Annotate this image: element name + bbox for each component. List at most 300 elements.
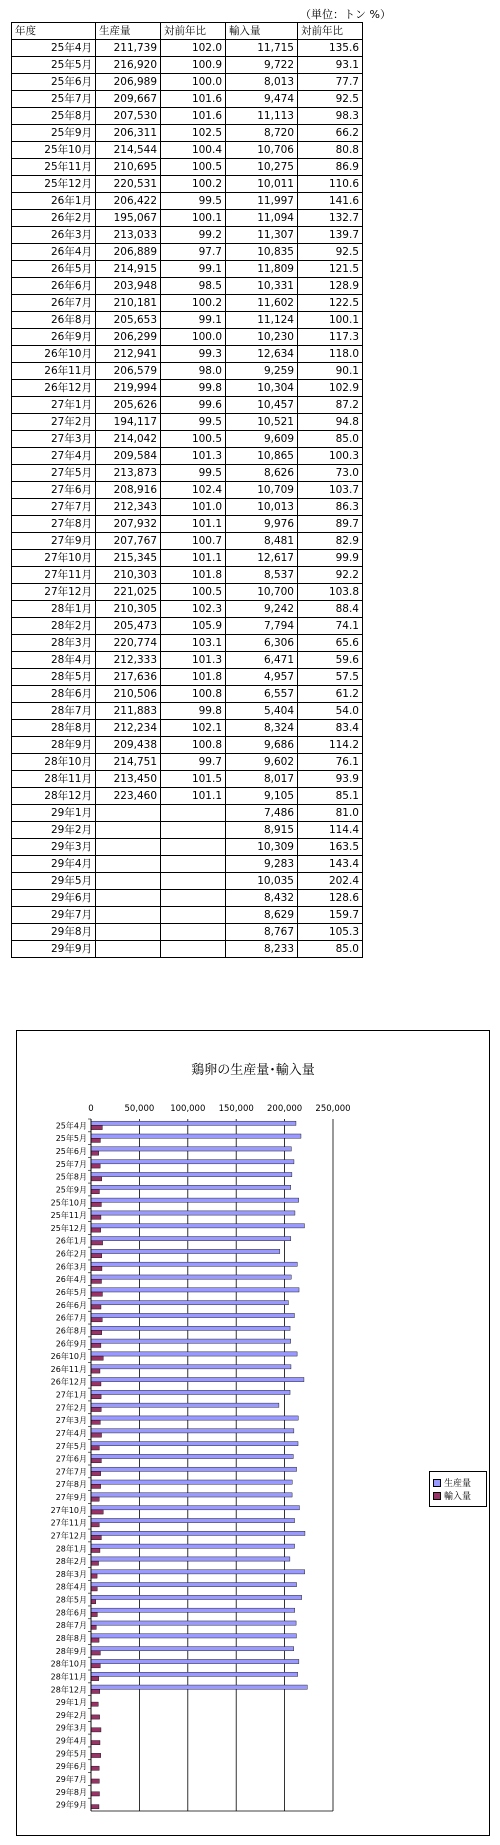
cell-production: 195,067 <box>96 210 161 227</box>
cell-production: 214,751 <box>96 754 161 771</box>
bar-production <box>91 1211 295 1215</box>
bar-imports <box>91 1305 101 1309</box>
bar-production <box>91 1608 295 1612</box>
cell-imports: 11,113 <box>226 108 298 125</box>
bar-imports <box>91 1753 101 1757</box>
table-row <box>12 448 363 465</box>
cell-imports-yoy: 105.3 <box>298 924 363 941</box>
cell-imports: 11,602 <box>226 295 298 312</box>
bar-production <box>91 1583 297 1587</box>
bar-production <box>91 1454 293 1458</box>
cell-production: 221,025 <box>96 584 161 601</box>
cell-imports: 10,700 <box>226 584 298 601</box>
bar-imports <box>91 1766 99 1770</box>
cell-period: 28年5月 <box>12 669 96 686</box>
table-row <box>12 346 363 363</box>
cell-period: 27年4月 <box>12 448 96 465</box>
y-tick-label: 26年4月 <box>55 1275 87 1285</box>
cell-imports: 8,626 <box>226 465 298 482</box>
cell-production-yoy: 101.0 <box>161 499 226 516</box>
bar-production <box>91 1134 301 1138</box>
cell-period: 27年5月 <box>12 465 96 482</box>
table-row <box>12 516 363 533</box>
cell-imports: 9,609 <box>226 431 298 448</box>
y-tick-label: 28年11月 <box>50 1672 87 1682</box>
cell-production: 203,948 <box>96 278 161 295</box>
cell-production: 206,311 <box>96 125 161 142</box>
legend-swatch-production <box>433 1479 441 1487</box>
table-row <box>12 635 363 652</box>
legend-swatch-imports <box>433 1492 441 1500</box>
bar-imports <box>91 1638 99 1642</box>
cell-period: 25年11月 <box>12 159 96 176</box>
cell-production <box>96 839 161 856</box>
cell-production-yoy: 101.1 <box>161 516 226 533</box>
y-tick-label: 25年4月 <box>55 1121 87 1131</box>
bar-production <box>91 1544 295 1548</box>
cell-production-yoy: 99.5 <box>161 465 226 482</box>
chart-legend <box>429 1471 487 1507</box>
cell-imports: 5,404 <box>226 703 298 720</box>
cell-production-yoy: 99.3 <box>161 346 226 363</box>
y-tick-label: 29年8月 <box>55 1787 87 1797</box>
bar-imports <box>91 1574 97 1578</box>
y-tick-label: 26年3月 <box>55 1262 87 1272</box>
y-tick-label: 26年6月 <box>55 1300 87 1310</box>
y-tick-label: 26年7月 <box>55 1313 87 1323</box>
cell-imports-yoy: 59.6 <box>298 652 363 669</box>
bar-production <box>91 1493 292 1497</box>
cell-period: 28年3月 <box>12 635 96 652</box>
cell-imports-yoy: 202.4 <box>298 873 363 890</box>
cell-production-yoy: 100.1 <box>161 210 226 227</box>
cell-imports: 8,481 <box>226 533 298 550</box>
cell-imports: 10,275 <box>226 159 298 176</box>
cell-imports-yoy: 85.0 <box>298 941 363 958</box>
cell-production-yoy: 99.6 <box>161 397 226 414</box>
cell-period: 25年5月 <box>12 57 96 74</box>
cell-imports: 10,230 <box>226 329 298 346</box>
table-row <box>12 652 363 669</box>
cell-imports-yoy: 100.1 <box>298 312 363 329</box>
header-production: 生産量 <box>96 23 161 40</box>
cell-imports: 8,720 <box>226 125 298 142</box>
bar-production <box>91 1198 299 1202</box>
y-tick-label: 28年1月 <box>55 1544 87 1554</box>
cell-imports: 6,471 <box>226 652 298 669</box>
cell-production: 214,042 <box>96 431 161 448</box>
bar-imports <box>91 1523 99 1527</box>
cell-imports: 4,957 <box>226 669 298 686</box>
bar-production <box>91 1147 291 1151</box>
cell-imports: 10,304 <box>226 380 298 397</box>
y-tick-label: 27年10月 <box>50 1505 87 1515</box>
cell-production <box>96 907 161 924</box>
bar-production <box>91 1377 304 1381</box>
cell-imports: 10,011 <box>226 176 298 193</box>
cell-production-yoy: 101.8 <box>161 669 226 686</box>
bar-production <box>91 1237 291 1241</box>
table-row <box>12 669 363 686</box>
unit-label: （単位：トン %） <box>300 8 391 21</box>
cell-production-yoy: 99.5 <box>161 414 226 431</box>
cell-production: 220,531 <box>96 176 161 193</box>
cell-imports-yoy: 92.5 <box>298 244 363 261</box>
y-tick-label: 25年5月 <box>55 1134 87 1144</box>
cell-production-yoy: 102.4 <box>161 482 226 499</box>
cell-production-yoy <box>161 873 226 890</box>
cell-production: 215,345 <box>96 550 161 567</box>
cell-production: 212,343 <box>96 499 161 516</box>
cell-imports-yoy: 102.9 <box>298 380 363 397</box>
table-row <box>12 40 363 57</box>
bar-production <box>91 1403 279 1407</box>
cell-imports-yoy: 90.1 <box>298 363 363 380</box>
cell-imports-yoy: 66.2 <box>298 125 363 142</box>
cell-production: 212,941 <box>96 346 161 363</box>
cell-production: 206,299 <box>96 329 161 346</box>
header-imports-yoy: 対前年比 <box>298 23 363 40</box>
cell-period: 27年3月 <box>12 431 96 448</box>
cell-production-yoy: 101.3 <box>161 448 226 465</box>
bar-imports <box>91 1497 99 1501</box>
cell-imports-yoy: 61.2 <box>298 686 363 703</box>
cell-imports-yoy: 139.7 <box>298 227 363 244</box>
y-tick-label: 25年10月 <box>50 1198 87 1208</box>
cell-production: 212,234 <box>96 720 161 737</box>
cell-imports-yoy: 159.7 <box>298 907 363 924</box>
table-row <box>12 907 363 924</box>
table-row <box>12 550 363 567</box>
table-row <box>12 601 363 618</box>
bar-production <box>91 1224 304 1228</box>
bar-production <box>91 1390 290 1394</box>
cell-production: 210,181 <box>96 295 161 312</box>
cell-imports: 11,997 <box>226 193 298 210</box>
cell-production: 214,544 <box>96 142 161 159</box>
cell-production: 194,117 <box>96 414 161 431</box>
table-row <box>12 499 363 516</box>
bar-production <box>91 1326 290 1330</box>
header-period: 年度 <box>12 23 96 40</box>
cell-period: 29年2月 <box>12 822 96 839</box>
cell-imports-yoy: 114.2 <box>298 737 363 754</box>
bar-production <box>91 1339 291 1343</box>
table-row <box>12 380 363 397</box>
table-row <box>12 482 363 499</box>
bar-imports <box>91 1548 100 1552</box>
cell-production: 213,450 <box>96 771 161 788</box>
table-row <box>12 686 363 703</box>
cell-imports: 11,124 <box>226 312 298 329</box>
bar-production <box>91 1275 291 1279</box>
x-tick-label: 100,000 <box>170 1104 206 1114</box>
cell-period: 28年2月 <box>12 618 96 635</box>
cell-imports-yoy: 92.5 <box>298 91 363 108</box>
cell-production-yoy: 102.3 <box>161 601 226 618</box>
cell-imports-yoy: 86.3 <box>298 499 363 516</box>
cell-period: 28年9月 <box>12 737 96 754</box>
bar-imports <box>91 1715 100 1719</box>
y-tick-label: 28年4月 <box>55 1582 87 1592</box>
cell-period: 28年10月 <box>12 754 96 771</box>
cell-imports-yoy: 98.3 <box>298 108 363 125</box>
cell-imports: 9,105 <box>226 788 298 805</box>
table-row <box>12 125 363 142</box>
cell-production: 208,916 <box>96 482 161 499</box>
cell-production-yoy: 101.8 <box>161 567 226 584</box>
cell-production-yoy: 99.2 <box>161 227 226 244</box>
cell-imports-yoy: 92.2 <box>298 567 363 584</box>
cell-production-yoy: 103.1 <box>161 635 226 652</box>
table-row <box>12 414 363 431</box>
y-tick-label: 28年10月 <box>50 1659 87 1669</box>
cell-period: 29年1月 <box>12 805 96 822</box>
bar-imports <box>91 1612 97 1616</box>
cell-period: 28年11月 <box>12 771 96 788</box>
cell-production: 210,506 <box>96 686 161 703</box>
cell-imports: 8,017 <box>226 771 298 788</box>
cell-production <box>96 941 161 958</box>
cell-production: 211,883 <box>96 703 161 720</box>
bar-imports <box>91 1138 100 1142</box>
y-tick-label: 26年12月 <box>50 1377 87 1387</box>
cell-imports-yoy: 76.1 <box>298 754 363 771</box>
cell-period: 29年9月 <box>12 941 96 958</box>
cell-period: 25年10月 <box>12 142 96 159</box>
cell-imports-yoy: 93.1 <box>298 57 363 74</box>
header-production-yoy: 対前年比 <box>161 23 226 40</box>
cell-period: 26年7月 <box>12 295 96 312</box>
bar-imports <box>91 1215 101 1219</box>
cell-imports-yoy: 100.3 <box>298 448 363 465</box>
bar-imports <box>91 1228 101 1232</box>
cell-imports: 9,686 <box>226 737 298 754</box>
cell-imports: 11,094 <box>226 210 298 227</box>
y-tick-label: 25年12月 <box>50 1223 87 1233</box>
cell-imports-yoy: 141.6 <box>298 193 363 210</box>
y-tick-label: 29年6月 <box>55 1762 87 1772</box>
y-tick-label: 29年9月 <box>55 1800 87 1810</box>
cell-imports-yoy: 103.8 <box>298 584 363 601</box>
y-tick-label: 28年3月 <box>55 1569 87 1579</box>
bar-imports <box>91 1792 99 1796</box>
y-tick-label: 28年7月 <box>55 1621 87 1631</box>
bar-chart <box>17 1031 489 1835</box>
table-row <box>12 941 363 958</box>
cell-production: 209,584 <box>96 448 161 465</box>
table-row <box>12 737 363 754</box>
cell-imports: 8,629 <box>226 907 298 924</box>
bar-imports <box>91 1676 99 1680</box>
y-tick-label: 27年11月 <box>50 1518 87 1528</box>
cell-period: 26年12月 <box>12 380 96 397</box>
y-tick-label: 29年3月 <box>55 1723 87 1733</box>
cell-production: 210,305 <box>96 601 161 618</box>
y-tick-label: 25年6月 <box>55 1147 87 1157</box>
cell-imports-yoy: 128.6 <box>298 890 363 907</box>
x-tick-label: 0 <box>88 1104 94 1114</box>
bar-production <box>91 1531 305 1535</box>
table-row <box>12 227 363 244</box>
bar-imports <box>91 1420 100 1424</box>
cell-imports: 11,809 <box>226 261 298 278</box>
cell-production: 210,695 <box>96 159 161 176</box>
table-row <box>12 754 363 771</box>
bar-imports <box>91 1561 99 1565</box>
y-tick-label: 28年12月 <box>50 1685 87 1695</box>
cell-production: 205,473 <box>96 618 161 635</box>
y-tick-label: 27年2月 <box>55 1403 87 1413</box>
cell-production <box>96 890 161 907</box>
cell-period: 26年8月 <box>12 312 96 329</box>
cell-period: 25年6月 <box>12 74 96 91</box>
cell-production-yoy <box>161 839 226 856</box>
y-tick-label: 29年5月 <box>55 1749 87 1759</box>
bar-imports <box>91 1151 99 1155</box>
cell-production-yoy <box>161 907 226 924</box>
cell-imports: 9,602 <box>226 754 298 771</box>
bar-imports <box>91 1395 101 1399</box>
cell-production: 205,653 <box>96 312 161 329</box>
cell-imports-yoy: 82.9 <box>298 533 363 550</box>
cell-imports-yoy: 118.0 <box>298 346 363 363</box>
table-row <box>12 210 363 227</box>
cell-production: 214,915 <box>96 261 161 278</box>
bar-production <box>91 1172 292 1176</box>
cell-imports: 10,309 <box>226 839 298 856</box>
cell-imports-yoy: 143.4 <box>298 856 363 873</box>
table-row <box>12 261 363 278</box>
table-row <box>12 74 363 91</box>
y-tick-label: 27年7月 <box>55 1467 87 1477</box>
cell-period: 27年12月 <box>12 584 96 601</box>
table-row <box>12 159 363 176</box>
cell-production-yoy: 100.5 <box>161 431 226 448</box>
cell-production-yoy <box>161 805 226 822</box>
bar-imports <box>91 1728 101 1732</box>
cell-production-yoy: 100.5 <box>161 159 226 176</box>
cell-period: 27年7月 <box>12 499 96 516</box>
cell-production-yoy: 101.5 <box>161 771 226 788</box>
table-row <box>12 278 363 295</box>
y-tick-label: 29年7月 <box>55 1774 87 1784</box>
bar-production <box>91 1416 298 1420</box>
cell-period: 25年12月 <box>12 176 96 193</box>
bar-production <box>91 1352 297 1356</box>
cell-production-yoy: 102.5 <box>161 125 226 142</box>
bar-imports <box>91 1330 102 1334</box>
bar-imports <box>91 1484 101 1488</box>
bar-production <box>91 1506 299 1510</box>
cell-production: 207,530 <box>96 108 161 125</box>
cell-period: 25年8月 <box>12 108 96 125</box>
cell-production: 211,739 <box>96 40 161 57</box>
cell-period: 27年11月 <box>12 567 96 584</box>
cell-production: 206,989 <box>96 74 161 91</box>
cell-imports: 8,233 <box>226 941 298 958</box>
cell-imports-yoy: 80.8 <box>298 142 363 159</box>
table-row <box>12 431 363 448</box>
table-row <box>12 822 363 839</box>
y-tick-label: 29年4月 <box>55 1736 87 1746</box>
bar-production <box>91 1467 297 1471</box>
table-header-row <box>12 23 363 40</box>
cell-imports-yoy: 114.4 <box>298 822 363 839</box>
y-tick-label: 26年2月 <box>55 1249 87 1259</box>
cell-imports: 9,242 <box>226 601 298 618</box>
cell-production-yoy: 100.4 <box>161 142 226 159</box>
cell-production: 212,333 <box>96 652 161 669</box>
bar-imports <box>91 1664 100 1668</box>
legend-label-imports: 輸入量 <box>444 1492 472 1502</box>
cell-imports: 10,035 <box>226 873 298 890</box>
cell-imports: 9,283 <box>226 856 298 873</box>
bar-production <box>91 1429 294 1433</box>
bar-production <box>91 1365 291 1369</box>
cell-period: 25年4月 <box>12 40 96 57</box>
legend-item-imports <box>433 1489 483 1502</box>
cell-production-yoy: 99.1 <box>161 261 226 278</box>
cell-production-yoy: 100.0 <box>161 74 226 91</box>
cell-production-yoy: 100.5 <box>161 584 226 601</box>
bar-production <box>91 1557 290 1561</box>
cell-imports: 10,457 <box>226 397 298 414</box>
table-row <box>12 108 363 125</box>
cell-imports-yoy: 93.9 <box>298 771 363 788</box>
table-row <box>12 856 363 873</box>
table-row <box>12 57 363 74</box>
cell-production: 206,889 <box>96 244 161 261</box>
cell-imports: 8,432 <box>226 890 298 907</box>
cell-imports: 8,013 <box>226 74 298 91</box>
cell-imports-yoy: 77.7 <box>298 74 363 91</box>
cell-imports-yoy: 85.0 <box>298 431 363 448</box>
bar-production <box>91 1672 298 1676</box>
cell-period: 28年7月 <box>12 703 96 720</box>
cell-imports-yoy: 122.5 <box>298 295 363 312</box>
cell-production: 219,994 <box>96 380 161 397</box>
bar-imports <box>91 1356 103 1360</box>
cell-production <box>96 822 161 839</box>
cell-period: 26年10月 <box>12 346 96 363</box>
bar-production <box>91 1685 307 1689</box>
cell-imports-yoy: 128.9 <box>298 278 363 295</box>
table-row <box>12 465 363 482</box>
cell-imports-yoy: 110.6 <box>298 176 363 193</box>
table-row <box>12 295 363 312</box>
cell-imports-yoy: 54.0 <box>298 703 363 720</box>
bar-production <box>91 1647 294 1651</box>
cell-imports-yoy: 65.6 <box>298 635 363 652</box>
table-row <box>12 142 363 159</box>
cell-period: 29年3月 <box>12 839 96 856</box>
cell-period: 26年11月 <box>12 363 96 380</box>
cell-production-yoy <box>161 941 226 958</box>
bar-imports <box>91 1189 99 1193</box>
cell-period: 28年6月 <box>12 686 96 703</box>
cell-production-yoy: 97.7 <box>161 244 226 261</box>
cell-production-yoy: 105.9 <box>161 618 226 635</box>
bar-imports <box>91 1651 100 1655</box>
y-tick-label: 29年2月 <box>55 1710 87 1720</box>
cell-production: 210,303 <box>96 567 161 584</box>
cell-production: 213,873 <box>96 465 161 482</box>
cell-production: 205,626 <box>96 397 161 414</box>
cell-imports: 10,521 <box>226 414 298 431</box>
cell-imports-yoy: 83.4 <box>298 720 363 737</box>
y-tick-label: 27年9月 <box>55 1493 87 1503</box>
